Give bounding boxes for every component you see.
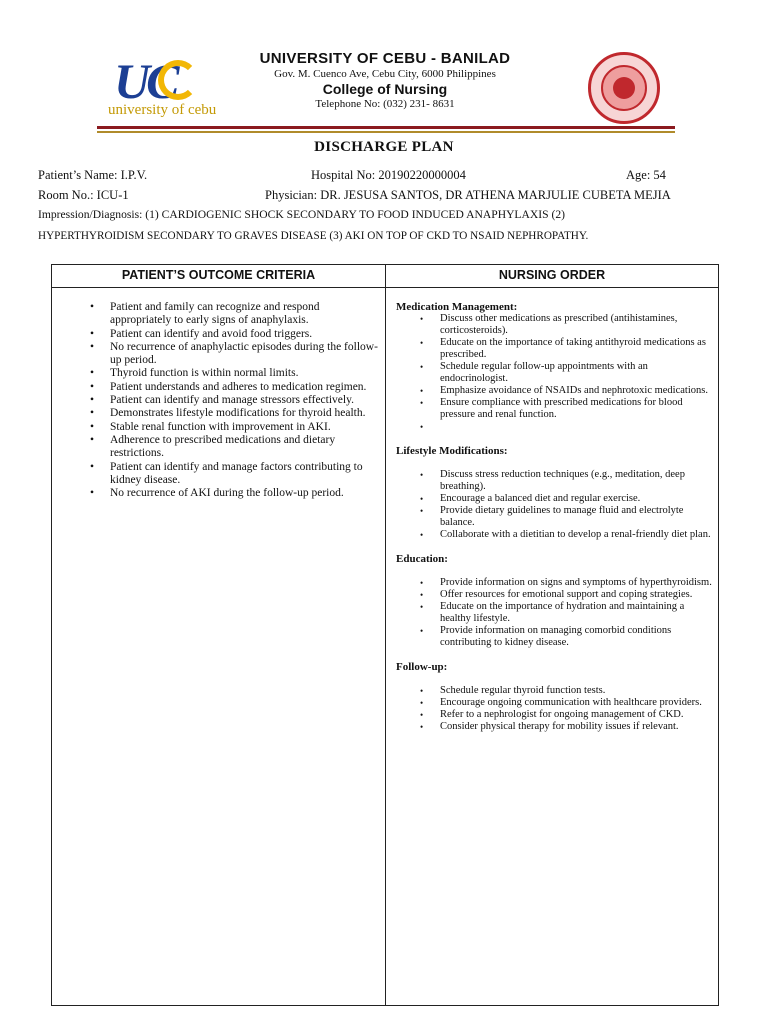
nursing-order-item: • Offer resources for emotional support and coping strategies.	[440, 589, 714, 601]
nursing-order-item: • Educate on the importance of hydration and maintaining a healthy lifestyle.	[440, 601, 714, 625]
letterhead-text	[200, 50, 570, 110]
outcome-item: • Patient can identify and avoid food triggers.	[90, 328, 380, 341]
patient-name: Patient’s Name: I.P.V.	[38, 168, 148, 182]
education-list	[396, 577, 714, 649]
room-number: Room No.: ICU-1	[38, 188, 129, 202]
nursing-order-item: • Emphasize avoidance of NSAIDs and nephrotoxic medications.	[440, 385, 714, 397]
nursing-order-item: • Provide information on managing comorbid conditions contributing to kidney disease.	[440, 625, 714, 649]
nursing-order-item: • Refer to a nephrologist for ongoing management of CKD.	[440, 709, 714, 721]
nursing-order-item: • Discuss other medications as prescribed (antihistamines, corticosteroids).	[440, 313, 714, 337]
nursing-order-item: • Ensure compliance with prescribed medications for blood pressure and renal function.	[440, 397, 714, 421]
nursing-order-item: • Schedule regular follow-up appointments with an endocrinologist.	[440, 361, 714, 385]
hospital-number: Hospital No: 20190220000004	[311, 168, 466, 182]
nursing-order-content	[396, 301, 714, 733]
header-nursing-order: NURSING ORDER	[498, 268, 606, 282]
outcome-item: • Patient can identify and manage stressors effectively.	[90, 394, 380, 407]
lifestyle-modifications-list	[396, 469, 714, 541]
section-title-medication: Medication Management:	[396, 301, 518, 313]
uc-logo-ring	[158, 60, 198, 100]
discharge-plan-table	[51, 264, 719, 1006]
nursing-order-item: • Educate on the importance of taking antithyroid medications as prescribed.	[440, 337, 714, 361]
nursing-order-item: • Consider physical therapy for mobility issues if relevant.	[440, 721, 714, 733]
outcome-item: • Patient and family can recognize and respond appropriately to early signs of anaphylaxis.	[90, 301, 380, 328]
header-divider-red	[97, 126, 675, 129]
outcome-item: • Patient can identify and manage factors contributing to kidney disease.	[90, 461, 380, 488]
patient-age: Age: 54	[626, 168, 666, 182]
nursing-order-item: • Provide dietary guidelines to manage fluid and electrolyte balance.	[440, 505, 714, 529]
nursing-order-item: • Collaborate with a dietitian to develop a renal-friendly diet plan.	[440, 529, 714, 541]
university-address: Gov. M. Cuenco Ave, Cebu City, 6000 Philippines	[274, 68, 496, 80]
section-title-follow-up: Follow-up:	[396, 661, 448, 673]
outcome-item: • Thyroid function is within normal limits.	[90, 367, 380, 380]
uc-logo-wordmark: university of cebu	[108, 102, 217, 118]
outcome-criteria-list	[90, 301, 380, 500]
university-seal	[588, 52, 660, 124]
medication-management-list	[396, 313, 714, 433]
follow-up-list	[396, 685, 714, 733]
nursing-order-item: • Provide information on signs and symptoms of hyperthyroidism.	[440, 577, 714, 589]
outcome-item: • Patient understands and adheres to medication regimen.	[90, 381, 380, 394]
nursing-order-item: • Encourage ongoing communication with healthcare providers.	[440, 697, 714, 709]
nursing-order-item: • Discuss stress reduction techniques (e.g., meditation, deep breathing).	[440, 469, 714, 493]
seal-core	[613, 77, 635, 99]
diagnosis-line-1: Impression/Diagnosis: (1) CARDIOGENIC SHOCK SECONDARY TO FOOD INDUCED ANAPHYLAXIS (2)	[38, 208, 565, 221]
diagnosis-line-2: HYPERTHYROIDISM SECONDARY TO GRAVES DISEASE (3) AKI ON TOP OF CKD TO NSAID NEPHROPATHY.	[38, 230, 589, 242]
outcome-item: • Stable renal function with improvement in AKI.	[90, 421, 380, 434]
physician: Physician: DR. JESUSA SANTOS, DR ATHENA MARJULIE CUBETA MEJIA	[265, 188, 671, 202]
telephone-number: Telephone No: (032) 231- 8631	[315, 98, 455, 110]
section-title-lifestyle: Lifestyle Modifications:	[396, 445, 508, 457]
header-divider-gold	[97, 131, 675, 133]
table-column-divider	[385, 265, 386, 1005]
nursing-order-item-empty	[440, 421, 714, 433]
header-outcome-criteria: PATIENT’S OUTCOME CRITERIA	[121, 268, 316, 282]
nursing-order-item: • Encourage a balanced diet and regular exercise.	[440, 493, 714, 505]
outcome-item: • Adherence to prescribed medications and dietary restrictions.	[90, 434, 380, 461]
section-title-education: Education:	[396, 553, 448, 565]
letterhead	[0, 0, 768, 135]
college-name: College of Nursing	[322, 81, 448, 97]
document-title: DISCHARGE PLAN	[314, 139, 454, 155]
seal-inner-ring	[601, 65, 647, 111]
nursing-order-item: • Schedule regular thyroid function tests.	[440, 685, 714, 697]
uc-logo-mark: UC	[114, 53, 176, 109]
outcome-item: • No recurrence of anaphylactic episodes during the follow-up period.	[90, 341, 380, 368]
outcome-item: • No recurrence of AKI during the follow-up period.	[90, 487, 380, 500]
outcome-item: • Demonstrates lifestyle modifications for thyroid health.	[90, 407, 380, 420]
university-name: UNIVERSITY OF CEBU - BANILAD	[259, 50, 511, 67]
